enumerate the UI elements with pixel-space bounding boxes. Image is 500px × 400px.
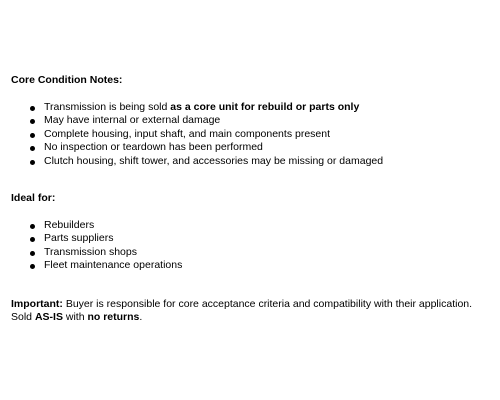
list-item bbox=[11, 101, 491, 115]
list-item-text: Parts suppliers bbox=[44, 232, 114, 244]
important-with: with bbox=[62, 311, 88, 323]
list-item-text: Complete housing, input shaft, and main components present bbox=[44, 127, 331, 140]
important-text: Buyer is responsible for core acceptance criteria and compatibility with their application. Sold bbox=[11, 297, 473, 323]
list-item bbox=[11, 219, 491, 233]
bullet-icon bbox=[30, 106, 35, 111]
listing-description bbox=[11, 74, 491, 325]
important-label: Important: bbox=[11, 297, 63, 310]
bullet-icon bbox=[30, 160, 35, 165]
list-item-text: Transmission is being sold bbox=[44, 100, 171, 113]
core-notes-list bbox=[11, 101, 491, 169]
list-item bbox=[11, 155, 491, 169]
list-item bbox=[11, 259, 491, 273]
list-item-text: Transmission shops bbox=[44, 245, 137, 258]
important-notice bbox=[11, 298, 489, 325]
list-item bbox=[11, 141, 491, 155]
list-item-text: Clutch housing, shift tower, and accessories may be missing or damaged bbox=[44, 154, 384, 167]
list-item bbox=[11, 114, 491, 128]
ideal-for-list bbox=[11, 219, 491, 273]
bullet-icon bbox=[30, 133, 35, 138]
list-item-text: Fleet maintenance operations bbox=[44, 259, 183, 271]
bullet-icon bbox=[30, 237, 35, 242]
list-item-text: No inspection or teardown has been performed bbox=[44, 141, 263, 153]
bullet-icon bbox=[30, 146, 35, 151]
no-returns-label: no returns bbox=[87, 311, 140, 323]
bullet-icon bbox=[30, 264, 35, 269]
list-item-emphasis: as a core unit for rebuild or parts only bbox=[170, 100, 360, 113]
core-notes-heading: Core Condition Notes: bbox=[11, 74, 123, 86]
bullet-icon bbox=[30, 119, 35, 124]
important-end: . bbox=[139, 311, 143, 323]
list-item-text: May have internal or external damage bbox=[44, 114, 221, 126]
list-item bbox=[11, 232, 491, 246]
list-item bbox=[11, 128, 491, 142]
list-item-text: Rebuilders bbox=[44, 218, 95, 231]
bullet-icon bbox=[30, 251, 35, 256]
list-item bbox=[11, 246, 491, 260]
as-is-label: AS-IS bbox=[34, 311, 63, 323]
bullet-icon bbox=[30, 224, 35, 229]
ideal-for-heading: Ideal for: bbox=[11, 192, 56, 204]
